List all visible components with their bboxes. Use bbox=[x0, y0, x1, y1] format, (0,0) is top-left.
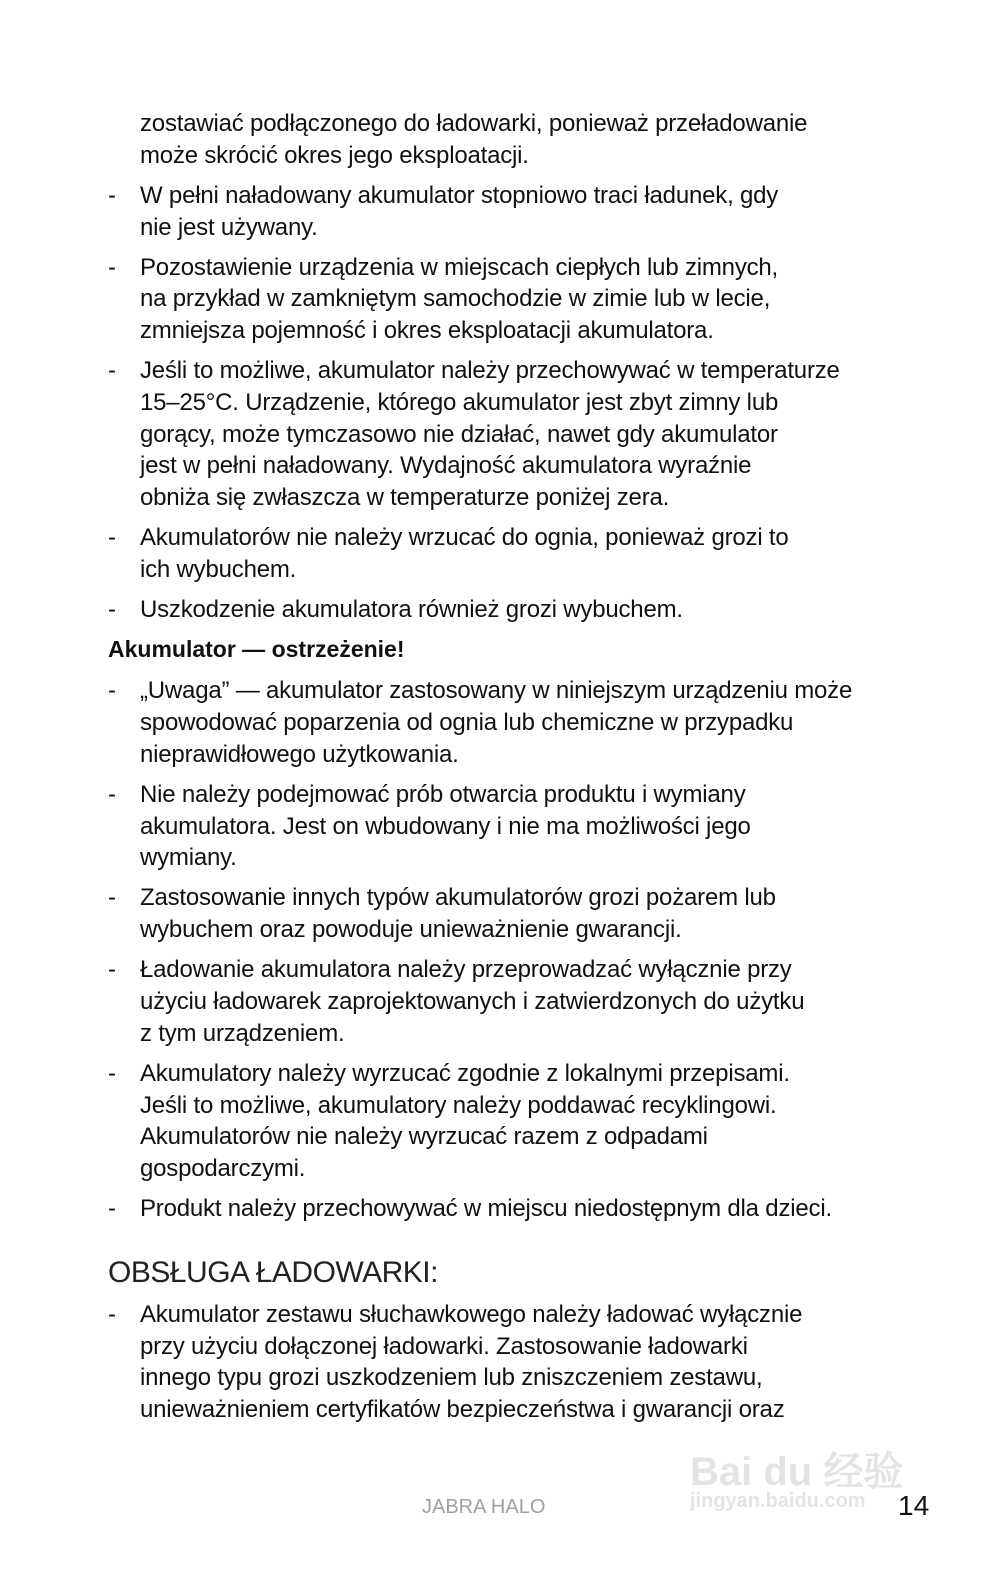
list-item bbox=[108, 522, 908, 585]
text-line: Ładowanie akumulatora należy przeprowadzać wyłącznie przy bbox=[140, 956, 792, 984]
text-line: zmniejsza pojemność i okres eksploatacji akumulatora. bbox=[140, 317, 714, 345]
text-line: unieważnieniem certyfikatów bezpieczeństwa i gwarancji oraz bbox=[140, 1395, 785, 1423]
text-line: obniża się zwłaszcza w temperaturze poniżej zera. bbox=[140, 484, 670, 512]
text-line: „Uwaga” — akumulator zastosowany w niniejszym urządzeniu może bbox=[140, 677, 853, 705]
text-line: gorący, może tymczasowo nie działać, nawet gdy akumulator bbox=[140, 420, 778, 448]
text-line: Akumulatory należy wyrzucać zgodnie z lokalnymi przepisami. bbox=[140, 1059, 790, 1087]
bullet-dash: - bbox=[108, 181, 116, 209]
text-line: spowodować poparzenia od ognia lub chemiczne w przypadku bbox=[140, 709, 794, 736]
list-item bbox=[108, 675, 908, 770]
text-line: może skrócić okres jego eksploatacji. bbox=[140, 141, 529, 169]
warning-list bbox=[108, 675, 908, 1225]
bullet-dash: - bbox=[108, 596, 116, 624]
continuation-paragraph bbox=[108, 108, 908, 171]
bullet-dash: - bbox=[108, 1195, 116, 1223]
text-line: wybuchem oraz powoduje unieważnienie gwarancji. bbox=[140, 916, 682, 944]
text-line: na przykład w zamkniętym samochodzie w zimie lub w lecie, bbox=[140, 285, 771, 313]
warning-heading: Akumulator — ostrzeżenie! bbox=[108, 636, 405, 663]
text-line: Uszkodzenie akumulatora również grozi wybuchem. bbox=[140, 596, 683, 624]
text-line: Nie należy podejmować prób otwarcia produktu i wymiany bbox=[140, 780, 746, 808]
text-line: ich wybuchem. bbox=[140, 555, 297, 583]
page-number: 14 bbox=[898, 1490, 930, 1521]
text-line: gospodarczymi. bbox=[140, 1154, 306, 1182]
bullet-dash: - bbox=[108, 357, 116, 385]
list-item bbox=[108, 355, 908, 513]
list-item bbox=[108, 882, 908, 945]
list-item bbox=[108, 180, 908, 243]
bullet-dash: - bbox=[108, 780, 116, 808]
charger-list bbox=[108, 1299, 908, 1426]
list-item bbox=[108, 954, 908, 1049]
text-line: wymiany. bbox=[140, 844, 237, 872]
bullet-dash: - bbox=[108, 884, 116, 912]
footer-product: JABRA HALO bbox=[422, 1496, 546, 1518]
bullet-dash: - bbox=[108, 1300, 116, 1328]
text-line: Akumulator zestawu słuchawkowego należy ładować wyłącznie bbox=[140, 1300, 803, 1328]
bullet-dash: - bbox=[108, 677, 116, 705]
bullet-dash: - bbox=[108, 253, 116, 281]
list-item bbox=[108, 779, 908, 874]
text-line: Produkt należy przechowywać w miejscu niedostępnym dla dzieci. bbox=[140, 1195, 832, 1223]
text-line: zostawiać podłączonego do ładowarki, ponieważ przeładowanie bbox=[140, 110, 808, 137]
bullet-dash: - bbox=[108, 956, 116, 984]
list-item bbox=[108, 594, 908, 626]
watermark: Bai du 经验 jingyan.baidu.com bbox=[690, 1450, 904, 1512]
text-line: Akumulatorów nie należy wyrzucać razem z odpadami bbox=[140, 1123, 708, 1151]
text-line: Zastosowanie innych typów akumulatorów grozi pożarem lub bbox=[140, 884, 776, 912]
text-line: użyciu ładowarek zaprojektowanych i zatwierdzonych do użytku bbox=[140, 988, 805, 1015]
bullet-dash: - bbox=[108, 524, 116, 552]
text-line: W pełni naładowany akumulator stopniowo traci ładunek, gdy bbox=[140, 181, 779, 209]
text-line: z tym urządzeniem. bbox=[140, 1019, 345, 1047]
text-line: Jeśli to możliwe, akumulatory należy poddawać recyklingowi. bbox=[140, 1091, 777, 1119]
text-line: innego typu grozi uszkodzeniem lub zniszczeniem zestawu, bbox=[140, 1364, 763, 1392]
page-content bbox=[108, 108, 908, 1434]
list-item bbox=[108, 252, 908, 347]
list-item bbox=[108, 1299, 908, 1426]
list-item bbox=[108, 1058, 908, 1185]
section-heading: OBSŁUGA ŁADOWARKI: bbox=[108, 1255, 438, 1289]
text-line: przy użyciu dołączonej ładowarki. Zastosowanie ładowarki bbox=[140, 1332, 748, 1360]
text-line: Jeśli to możliwe, akumulator należy przechowywać w temperaturze bbox=[140, 357, 840, 385]
text-line: Pozostawienie urządzenia w miejscach ciepłych lub zimnych, bbox=[140, 253, 779, 281]
text-line: Akumulatorów nie należy wrzucać do ognia, ponieważ grozi to bbox=[140, 524, 789, 552]
text-line: akumulatora. Jest on wbudowany i nie ma możliwości jego bbox=[140, 812, 751, 840]
text-line: nieprawidłowego użytkowania. bbox=[140, 740, 459, 768]
text-line: jest w pełni naładowany. Wydajność akumulatora wyraźnie bbox=[140, 452, 752, 480]
text-line: nie jest używany. bbox=[140, 213, 318, 241]
text-line: 15–25°C. Urządzenie, którego akumulator jest zbyt zimny lub bbox=[140, 389, 779, 416]
list-item bbox=[108, 1193, 908, 1225]
battery-list bbox=[108, 180, 908, 626]
bullet-dash: - bbox=[108, 1059, 116, 1087]
